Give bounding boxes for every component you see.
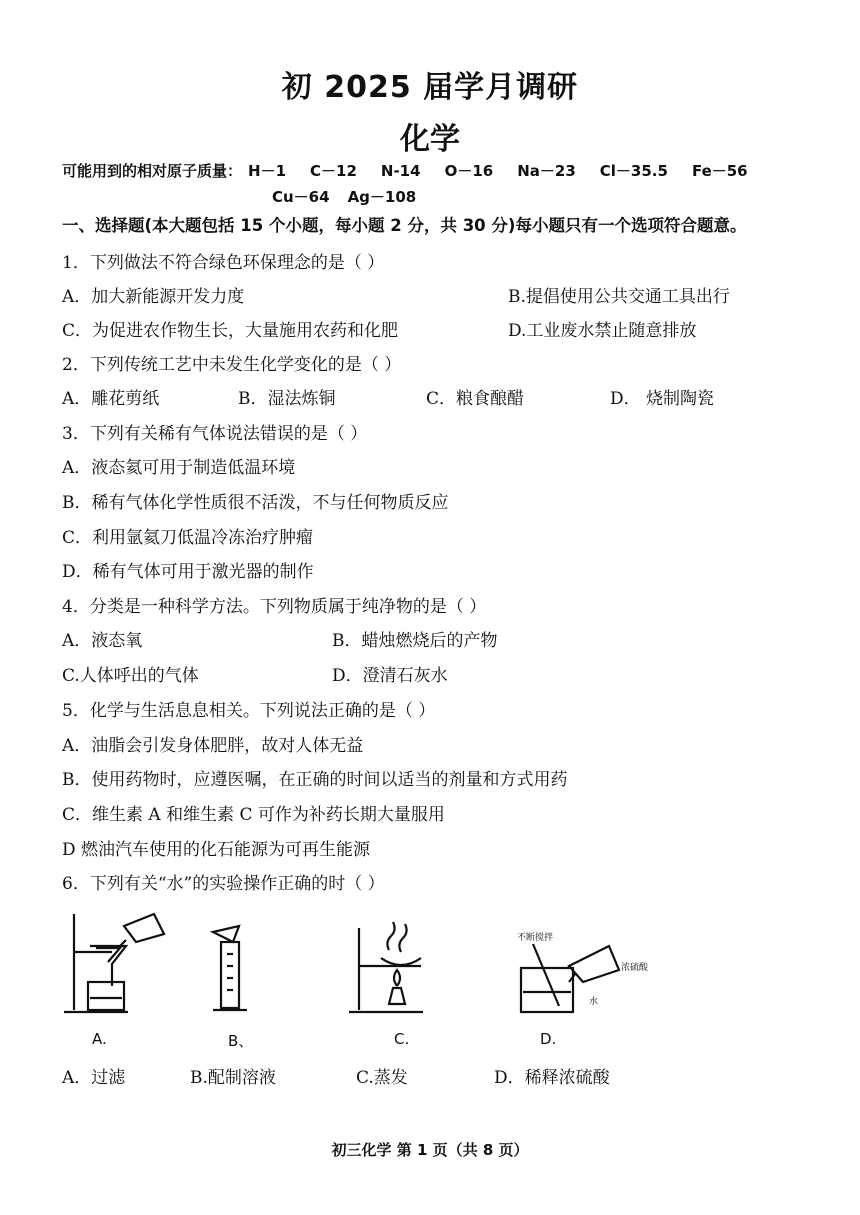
atomic-masses-row-1: [62, 160, 748, 181]
figure-d-label-water: 水: [589, 997, 599, 1007]
question-5-option-c: C．维生素 A 和维生素 C 可作为补药长期大量服用: [62, 805, 445, 825]
figure-c-letter: C.: [394, 1030, 410, 1048]
question-1-option-b: B.提倡使用公共交通工具出行: [508, 287, 730, 307]
question-4-option-a: A．液态氧: [62, 631, 143, 651]
question-3-option-a: A．液态氦可用于制造低温环境: [62, 458, 296, 478]
flame: [394, 970, 400, 986]
question-1-option-d: D.工业废水禁止随意排放: [508, 321, 697, 341]
question-3-option-b: B．稀有气体化学性质很不活泼，不与任何物质反应: [62, 493, 449, 513]
question-6-option-b: B.配制溶液: [190, 1068, 276, 1088]
question-4-option-c: C.人体呼出的气体: [62, 666, 199, 686]
stirring-rod: [533, 944, 559, 1006]
question-4-option-b: B．蜡烛燃烧后的产物: [332, 631, 498, 651]
atomic-mass-o: O－16: [444, 162, 494, 180]
question-5-stem: 5．化学与生活息息相关。下列说法正确的是（ ）: [62, 701, 436, 721]
atomic-mass-cu: Cu－64: [272, 188, 330, 206]
atomic-mass-c: C－12: [310, 162, 357, 180]
figure-a-filtration: [62, 910, 172, 1020]
section-heading: 一、选择题(本大题包括 15 个小题，每小题 2 分，共 30 分)每小题只有一个选项符合题意。: [62, 216, 747, 235]
question-2-stem: 2．下列传统工艺中未发生化学变化的是（ ）: [62, 355, 402, 375]
graduated-cylinder: [221, 942, 239, 1008]
question-4-stem: 4．分类是一种科学方法。下列物质属于纯净物的是（ ）: [62, 597, 487, 617]
figure-b-letter: B、: [228, 1032, 254, 1050]
beaker: [88, 982, 124, 1010]
question-5-option-b: B．使用药物时，应遵医嘱，在正确的时间以适当的剂量和方式用药: [62, 770, 568, 790]
atomic-masses-row-2: [272, 186, 434, 207]
figure-b-cylinder: [205, 924, 255, 1020]
page-footer: 初三化学 第 1 页（共 8 页）: [331, 1141, 529, 1159]
figure-d-dilution: [513, 930, 658, 1020]
atomic-mass-n: N-14: [380, 162, 421, 180]
question-2-option-d: D． 烧制陶瓷: [610, 389, 715, 409]
question-1-option-a: A．加大新能源开发力度: [62, 287, 245, 307]
exam-title: 初 2025 届学月调研: [281, 70, 579, 105]
figure-d-label-stir: 不断搅拌: [517, 933, 554, 943]
question-3-stem: 3．下列有关稀有气体说法错误的是（ ）: [62, 424, 368, 444]
question-5-option-a: A．油脂会引发身体肥胖，故对人体无益: [62, 736, 364, 756]
figure-d-label-acid: 浓硫酸: [621, 963, 649, 973]
question-1-stem: 1．下列做法不符合绿色环保理念的是（ ）: [62, 253, 385, 273]
question-6-option-c: C.蒸发: [356, 1068, 408, 1088]
figure-a-letter: A.: [92, 1030, 107, 1048]
question-2-option-a: A．雕花剪纸: [62, 389, 160, 409]
figure-d-letter: D.: [540, 1030, 557, 1048]
pouring-beaker: [124, 914, 164, 942]
pouring-tube: [213, 926, 239, 942]
pouring-beaker: [569, 946, 619, 982]
alcohol-lamp: [389, 988, 405, 1004]
atomic-mass-cl: Cl－35.5: [599, 162, 668, 180]
question-4-option-d: D．澄清石灰水: [332, 666, 448, 686]
atomic-mass-h: H－1: [248, 162, 287, 180]
atomic-masses-label: 可能用到的相对原子质量：: [62, 162, 243, 180]
steam: [387, 922, 394, 950]
question-2-option-b: B．湿法炼铜: [238, 389, 336, 409]
question-1-option-c: C．为促进农作物生长，大量施用农药和化肥: [62, 321, 399, 341]
steam: [399, 924, 406, 952]
evaporating-dish: [381, 958, 421, 965]
question-6-stem: 6．下列有关“水”的实验操作正确的时（ ）: [62, 874, 385, 894]
figure-c-evaporation: [345, 914, 435, 1022]
subject-title: 化学: [400, 122, 460, 157]
question-6-option-a: A．过滤: [62, 1068, 126, 1088]
question-6-option-d: D．稀释浓硫酸: [494, 1068, 610, 1088]
question-3-option-d: D．稀有气体可用于激光器的制作: [62, 562, 314, 582]
atomic-mass-ag: Ag－108: [347, 188, 417, 206]
question-3-option-c: C．利用氩氦刀低温冷冻治疗肿瘤: [62, 528, 314, 548]
question-5-option-d: D 燃油汽车使用的化石能源为可再生能源: [62, 840, 371, 860]
atomic-mass-fe: Fe－56: [691, 162, 748, 180]
question-2-option-c: C．粮食酿醋: [426, 389, 525, 409]
atomic-mass-na: Na－23: [517, 162, 576, 180]
